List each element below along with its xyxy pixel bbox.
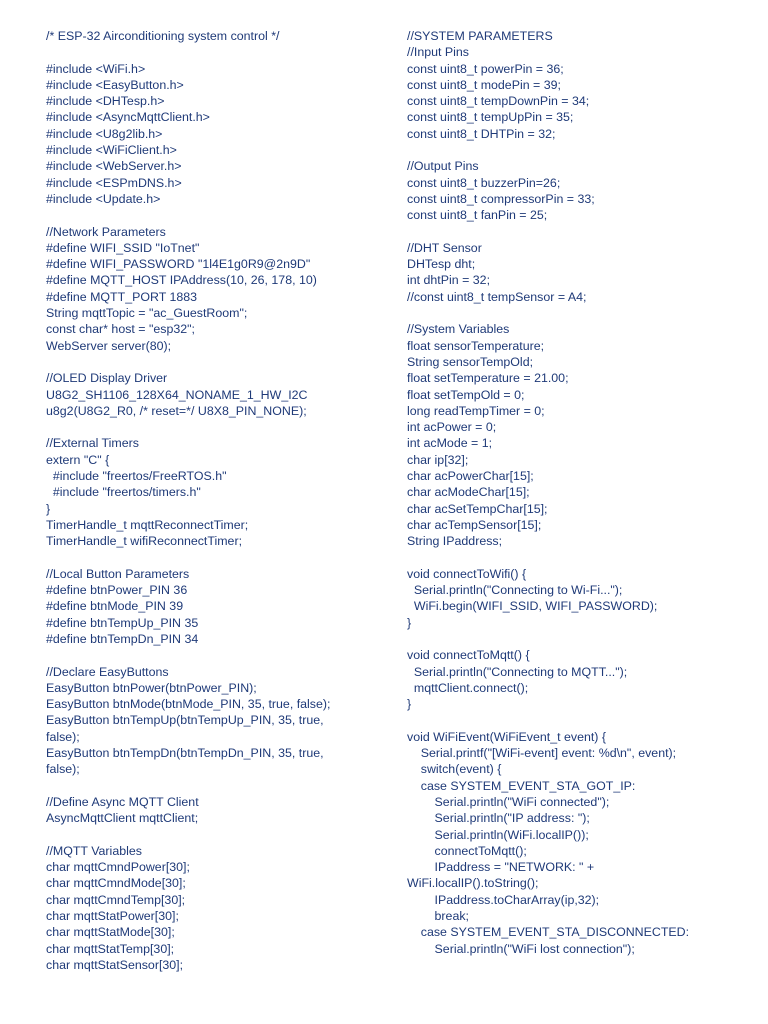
code-line: u8g2(U8G2_R0, /* reset=*/ U8X8_PIN_NONE); [46,403,307,418]
code-line: TimerHandle_t wifiReconnectTimer; [46,534,243,549]
right-code-column [407,28,757,957]
code-line: //Input Pins [407,45,469,60]
code-line: long readTempTimer = 0; [407,403,545,418]
code-line: Serial.println("WiFi lost connection"); [407,941,635,956]
code-line [407,305,757,321]
code-line: TimerHandle_t mqttReconnectTimer; [46,517,249,532]
code-line: extern "C" { [46,452,110,467]
code-line: Serial.println("Connecting to MQTT..."); [407,664,628,679]
code-line: mqttClient.connect(); [407,680,529,695]
code-line: connectToMqtt(); [407,843,527,858]
code-line: U8G2_SH1106_128X64_NONAME_1_HW_I2C [46,387,308,402]
code-line: char ip[32]; [407,452,469,467]
code-line: //SYSTEM PARAMETERS [407,29,553,43]
code-line: //Declare EasyButtons [46,664,169,679]
code-line: char acTempSensor[15]; [407,517,542,532]
code-line: #include <AsyncMqttClient.h> [46,110,210,125]
code-line: #define MQTT_PORT 1883 [46,289,198,304]
code-line: #include <Update.h> [46,191,161,206]
code-line: const uint8_t fanPin = 25; [407,208,548,223]
code-line: } [407,615,412,630]
code-line: /* ESP-32 Airconditioning system control */ [46,29,280,43]
code-line [46,778,391,794]
code-line: false); [46,729,80,744]
code-line: char mqttCmndMode[30]; [46,876,186,891]
code-line: float setTempOld = 0; [407,387,525,402]
code-line: #include "freertos/timers.h" [46,485,201,500]
code-line: IPaddress.toCharArray(ip,32); [407,892,600,907]
code-line: #define btnPower_PIN 36 [46,583,188,598]
code-line: EasyButton btnMode(btnMode_PIN, 35, true, false); [46,697,331,712]
code-line: #define btnMode_PIN 39 [46,599,184,614]
code-line: #define MQTT_HOST IPAddress(10, 26, 178, 10) [46,273,317,288]
code-line: char mqttCmndPower[30]; [46,860,190,875]
code-line: //System Variables [407,322,510,337]
code-line: const uint8_t tempUpPin = 35; [407,110,574,125]
code-line: //External Timers [46,436,139,451]
code-line: //MQTT Variables [46,843,142,858]
code-line: EasyButton btnTempUp(btnTempUp_PIN, 35, true, [46,713,324,728]
code-line: const uint8_t tempDownPin = 34; [407,94,590,109]
code-line: char acPowerChar[15]; [407,469,534,484]
code-line: EasyButton btnTempDn(btnTempDn_PIN, 35, true, [46,746,324,761]
code-line: char mqttCmndTemp[30]; [46,892,186,907]
code-line: //Local Button Parameters [46,566,190,581]
code-line: Serial.println("IP address: "); [407,811,590,826]
code-line [407,550,757,566]
code-line: char mqttStatSensor[30]; [46,957,184,972]
code-line [46,354,391,370]
code-line: char mqttStatMode[30]; [46,925,175,940]
code-line: char acSetTempChar[15]; [407,501,548,516]
code-line: const uint8_t powerPin = 36; [407,61,564,76]
code-line [407,631,757,647]
code-line: String sensorTempOld; [407,354,534,369]
code-line: //Output Pins [407,159,479,174]
code-line [46,647,391,663]
code-line: float setTemperature = 21.00; [407,371,569,386]
code-line [407,142,757,158]
code-line: //const uint8_t tempSensor = A4; [407,289,587,304]
code-line: EasyButton btnPower(btnPower_PIN); [46,680,257,695]
code-line: //DHT Sensor [407,240,482,255]
code-line: const uint8_t compressorPin = 33; [407,191,595,206]
code-line: const uint8_t buzzerPin=26; [407,175,561,190]
code-line [46,550,391,566]
code-line: const uint8_t DHTPin = 32; [407,126,556,141]
code-line: #define btnTempDn_PIN 34 [46,631,199,646]
code-line [407,224,757,240]
code-line: //Define Async MQTT Client [46,794,199,809]
code-line [46,44,391,60]
code-line [46,419,391,435]
code-line: #include <EasyButton.h> [46,77,184,92]
code-line: Serial.println(WiFi.localIP()); [407,827,589,842]
code-line: IPaddress = "NETWORK: " + [407,860,595,875]
code-line: DHTesp dht; [407,257,476,272]
code-line: } [46,501,51,516]
code-line: void connectToWifi() { [407,566,527,581]
code-line: Serial.println("Connecting to Wi-Fi..."); [407,583,623,598]
code-line [46,207,391,223]
code-line: String IPaddress; [407,534,503,549]
code-line: case SYSTEM_EVENT_STA_GOT_IP: [407,778,636,793]
code-line: AsyncMqttClient mqttClient; [46,811,199,826]
code-line: #include <DHTesp.h> [46,94,165,109]
code-line: WiFi.localIP().toString(); [407,876,539,891]
code-line: false); [46,762,80,777]
code-line: break; [407,909,469,924]
code-line [407,712,757,728]
code-line: //Network Parameters [46,224,166,239]
code-line: char acModeChar[15]; [407,485,530,500]
code-line: case SYSTEM_EVENT_STA_DISCONNECTED: [407,925,690,940]
code-line: char mqttStatTemp[30]; [46,941,175,956]
code-line: char mqttStatPower[30]; [46,909,179,924]
code-line: //OLED Display Driver [46,371,168,386]
code-line: int acMode = 1; [407,436,493,451]
code-line: #include "freertos/FreeRTOS.h" [46,469,227,484]
code-line: #include <ESPmDNS.h> [46,175,182,190]
code-line: #include <WiFi.h> [46,61,146,76]
code-line: #include <WebServer.h> [46,159,182,174]
left-code-column [46,28,391,973]
code-line: } [407,697,412,712]
code-line: #define btnTempUp_PIN 35 [46,615,199,630]
code-line: switch(event) { [407,762,502,777]
code-line: WiFi.begin(WIFI_SSID, WIFI_PASSWORD); [407,599,658,614]
code-line: #define WIFI_SSID "IoTnet" [46,240,200,255]
code-line: const char* host = "esp32"; [46,322,195,337]
code-line: int acPower = 0; [407,420,497,435]
code-line: Serial.println("WiFi connected"); [407,794,610,809]
code-line: float sensorTemperature; [407,338,545,353]
code-line: Serial.printf("[WiFi-event] event: %d\n", event); [407,746,677,761]
code-line: void WiFiEvent(WiFiEvent_t event) { [407,729,607,744]
code-line [46,827,391,843]
code-line: WebServer server(80); [46,338,172,353]
code-line: String mqttTopic = "ac_GuestRoom"; [46,306,248,321]
code-line: void connectToMqtt() { [407,648,530,663]
code-line: #include <U8g2lib.h> [46,126,163,141]
code-line: #define WIFI_PASSWORD "1l4E1g0R9@2n9D" [46,257,311,272]
code-line: int dhtPin = 32; [407,273,491,288]
code-line: const uint8_t modePin = 39; [407,77,561,92]
code-line: #include <WiFiClient.h> [46,143,177,158]
